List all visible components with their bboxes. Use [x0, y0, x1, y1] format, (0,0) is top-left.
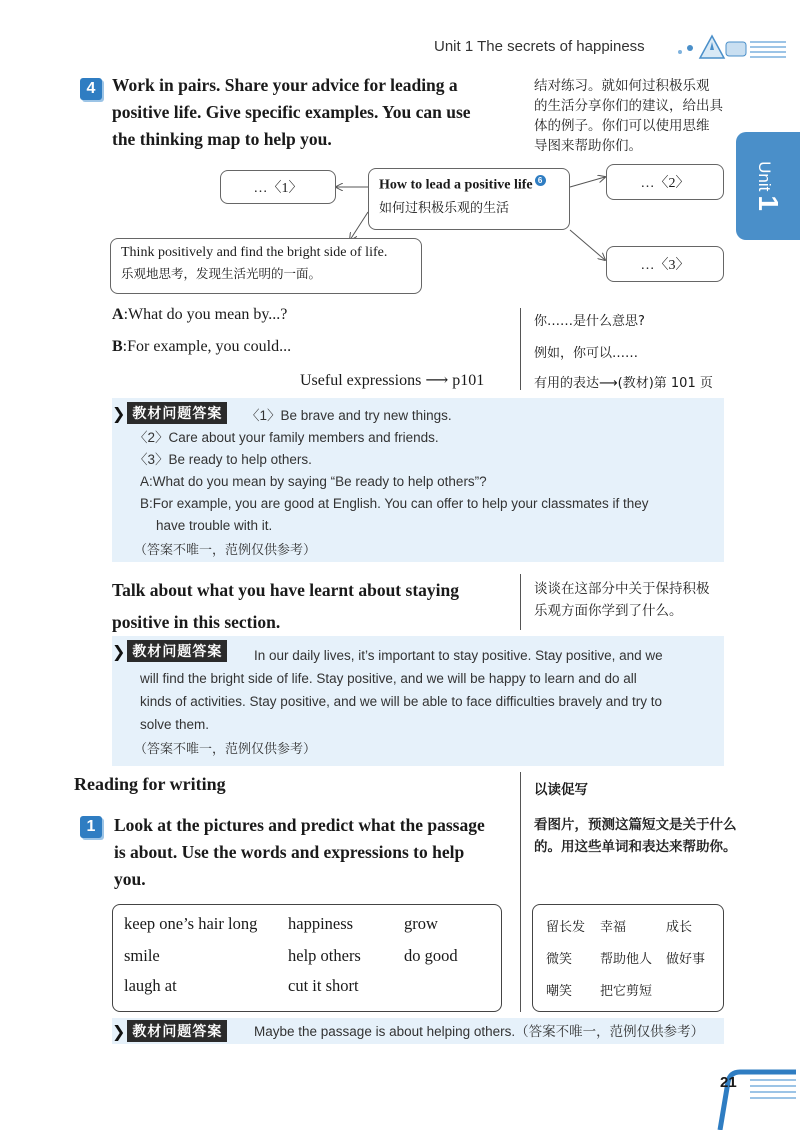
vocab-chinese-item: 嘲笑: [546, 984, 573, 999]
dialog-line-a: A:What do you mean by...?: [112, 306, 288, 323]
footnote-marker: 6: [535, 175, 546, 186]
vocab-chinese-item: 幸福: [600, 920, 627, 935]
chevron-right-icon: ❯: [112, 641, 126, 661]
vocab-chinese-item: 做好事: [666, 952, 706, 967]
map-example-box: [110, 238, 422, 294]
vocab-chinese-item: 帮助他人: [600, 952, 653, 967]
talk-instructions: Talk about what you have learnt about staying positive in this section.: [112, 580, 459, 632]
vocab-item: grow: [404, 914, 438, 933]
map-example-english: Think positively and find the bright side of life.: [121, 245, 388, 260]
vocab-item: laugh at: [124, 976, 177, 995]
side-tab-number: 1: [753, 195, 784, 211]
chevron-right-icon: ❯: [112, 403, 126, 423]
map-example-chinese: 乐观地思考，发现生活光明的一面。: [121, 266, 322, 281]
vocab-item: keep one’s hair long: [124, 914, 258, 933]
map-box-1: …〈1〉: [220, 170, 336, 204]
vocab-chinese-item: 把它剪短: [600, 984, 653, 999]
section-heading: Reading for writing: [74, 774, 226, 794]
header-decoration-icon: [668, 28, 786, 68]
vocab-item: cut it short: [288, 976, 359, 995]
task-4-chinese-note: 结对练习。就如何过积极乐观 的生活分享你们的建议，给出具 体的例子。你们可以使用思维 导图来帮助你们。: [534, 78, 723, 154]
vocab-item: help others: [288, 946, 361, 965]
map-box-2: …〈2〉: [606, 164, 724, 200]
talk-chinese-note: 谈谈在这部分中关于保持积极 乐观方面你学到了什么。: [534, 581, 710, 619]
answer-1-line-6: have trouble with it.: [156, 518, 273, 533]
dialog-line-b: B:For example, you could...: [112, 338, 292, 355]
task-1-instructions: Look at the pictures and predict what the passage is about. Use the words and expressions to help you.: [114, 815, 485, 889]
map-center-chinese: 如何过积极乐观的生活: [379, 200, 510, 216]
vocab-chinese-item: 微笑: [546, 952, 573, 967]
section-heading-chinese: 以读促写: [534, 782, 588, 798]
dialog-a-chinese: 你……是什么意思?: [534, 314, 645, 329]
answer-label-3: ❯ 教材问题答案: [112, 1020, 227, 1042]
useful-expressions-ref: Useful expressions ⟶ p101: [300, 372, 485, 389]
task-1-chinese-note: 看图片，预测这篇短文是关于什么 的。用这些单词和表达来帮助你。: [534, 817, 737, 855]
divider-line: [520, 772, 521, 1012]
vocab-item: smile: [124, 946, 160, 965]
answer-2-line-1: In our daily lives, it’s important to stay positive. Stay positive, and we: [254, 648, 663, 663]
map-center-box: [368, 168, 570, 230]
answer-3-text: Maybe the passage is about helping others.（答案不唯一，范例仅供参考）: [254, 1024, 705, 1039]
answer-1-line-1: 〈1〉Be brave and try new things.: [246, 408, 452, 423]
map-center-title: How to lead a positive life: [379, 177, 533, 193]
answer-label-2: ❯ 教材问题答案: [112, 640, 227, 662]
task-4-instructions: Work in pairs. Share your advice for leading a positive life. Give specific examples. You can use the thinking map to help you.: [112, 75, 471, 149]
answer-1-line-3: 〈3〉Be ready to help others.: [134, 452, 312, 467]
answer-2-line-2: will find the bright side of life. Stay positive, and we will be happy to learn and do all: [140, 671, 637, 686]
divider-line: [520, 308, 521, 390]
vocab-chinese-item: 成长: [666, 920, 693, 935]
chevron-right-icon: ❯: [112, 1021, 126, 1041]
vocab-chinese-item: 留长发: [546, 920, 586, 935]
answer-2-line-4: solve them.: [140, 717, 210, 732]
answer-label-1: ❯ 教材问题答案: [112, 402, 227, 424]
unit-side-tab: [736, 132, 800, 240]
answer-2-line-3: kinds of activities. Stay positive, and we will be able to face difficulties bravely and try to: [140, 694, 663, 709]
dialog-b-chinese: 例如，你可以……: [534, 346, 639, 361]
running-header: Unit 1 The secrets of happiness: [434, 38, 645, 55]
page-number: 21: [720, 1074, 737, 1091]
vocab-item: do good: [404, 946, 458, 965]
task-1-badge: 1: [80, 816, 102, 838]
answer-1-line-4: A:What do you mean by saying “Be ready to help others”?: [140, 474, 487, 489]
divider-line: [520, 574, 521, 630]
answer-2-note: （答案不唯一，范例仅供参考）: [134, 742, 317, 757]
answer-1-line-2: 〈2〉Care about your family members and friends.: [134, 430, 439, 445]
answer-1-note: （答案不唯一，范例仅供参考）: [134, 543, 317, 558]
side-tab-word: Unit: [755, 161, 774, 192]
vocab-item: happiness: [288, 914, 354, 933]
task-4-badge: 4: [80, 78, 102, 100]
answer-1-line-5: B:For example, you are good at English. You can offer to help your classmates if they: [140, 496, 649, 511]
ref-chinese: 有用的表达⟶(教材)第 101 页: [534, 376, 713, 391]
map-box-3: …〈3〉: [606, 246, 724, 282]
